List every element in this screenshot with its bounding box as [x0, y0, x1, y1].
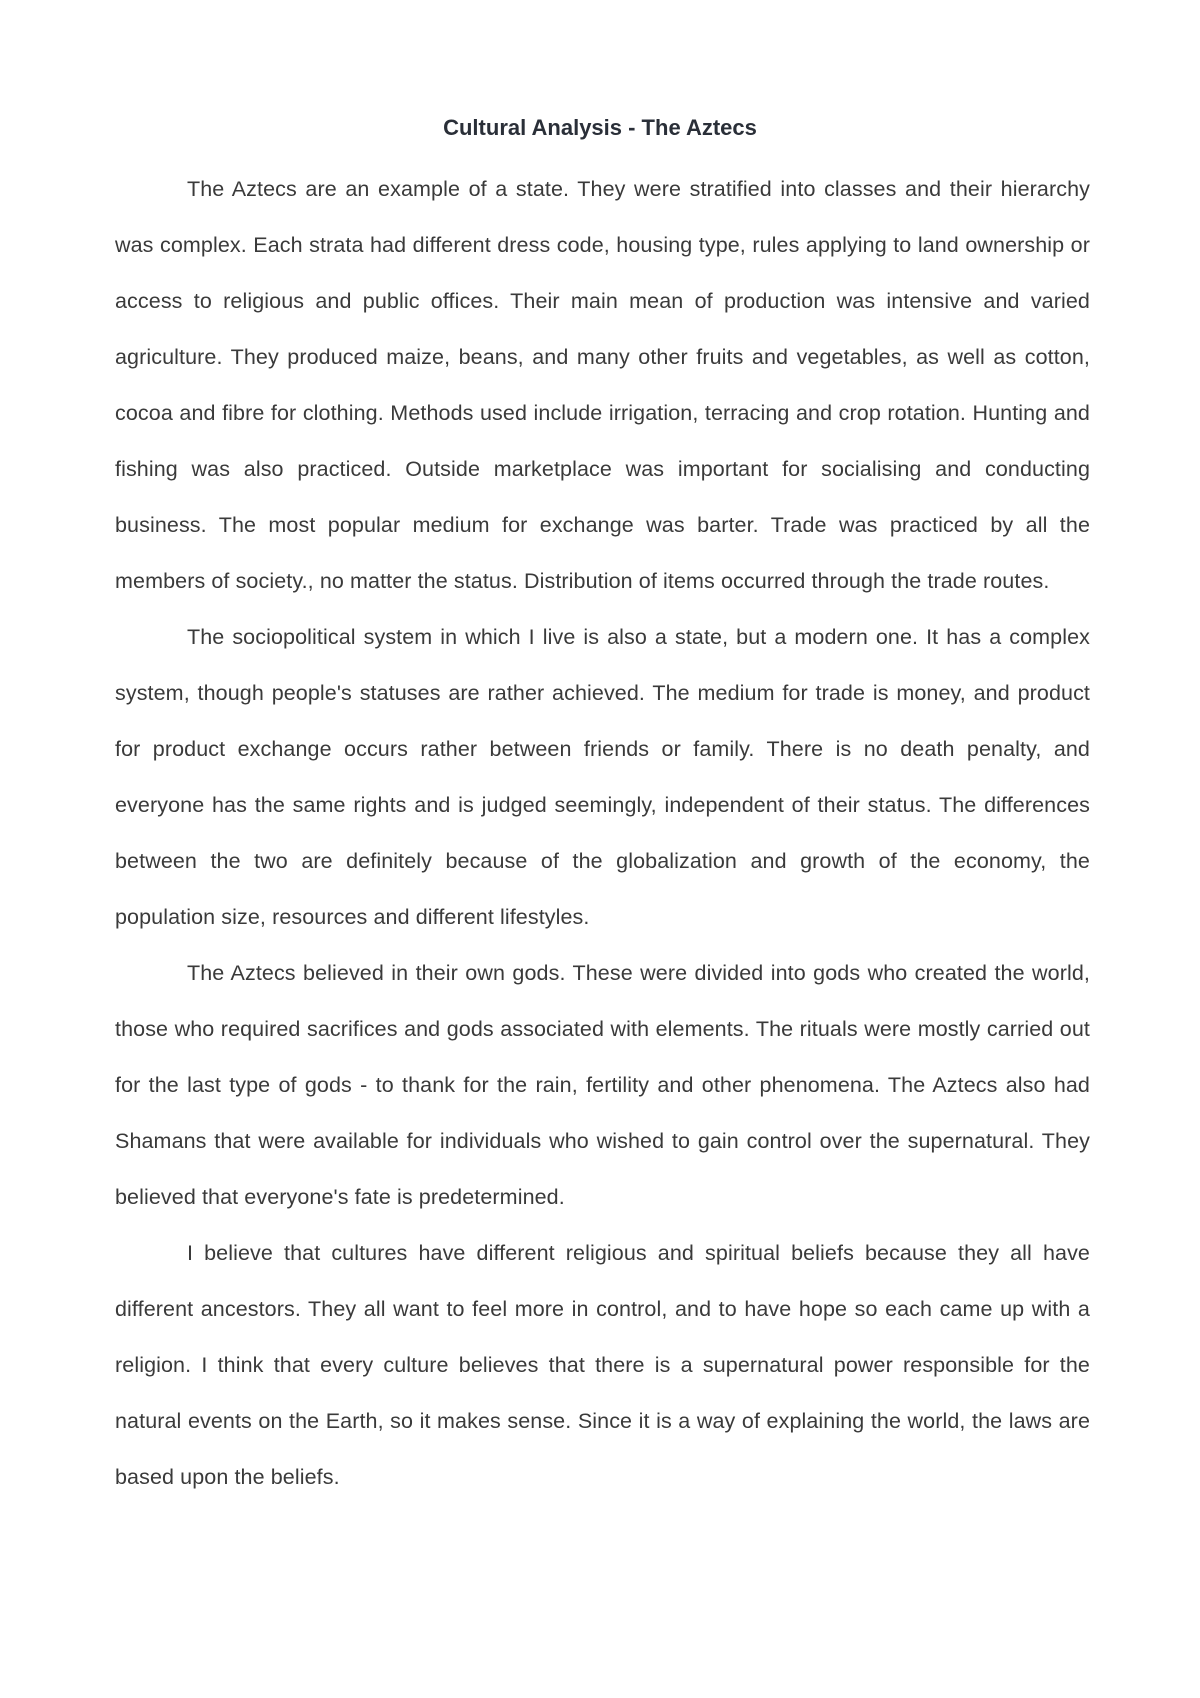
paragraph-modern-state: The sociopolitical system in which I live is also a state, but a modern one. It has a complex system, though people's statuses are rather achieved. The medium for trade is money, and product for product exchange occurs rather between friends or family. There is no death penalty, and everyone has the same rights and is judged seemingly, independent of their status. The differences between the two are definitely because of the globalization and growth of the economy, the population size, resources and different lifestyles. [115, 625, 1090, 929]
paragraph-aztec-religion: The Aztecs believed in their own gods. These were divided into gods who created the world, those who required sacrifices and gods associated with elements. The rituals were mostly carried out for the last type of gods - to thank for the rain, fertility and other phenomena. The Aztecs also had Shamans that were available for individuals who wished to gain control over the supernatural. They believed that everyone's fate is predetermined. [115, 961, 1090, 1209]
document-title: Cultural Analysis - The Aztecs [443, 115, 757, 140]
paragraph-aztec-state: The Aztecs are an example of a state. They were stratified into classes and their hierarchy was complex. Each strata had different dress code, housing type, rules applying to land ownership or access to religious and public offices. Their main mean of production was intensive and varied agriculture. They produced maize, beans, and many other fruits and vegetables, as well as cotton, cocoa and fibre for clothing. Methods used include irrigation, terracing and crop rotation. Hunting and fishing was also practiced. Outside marketplace was important for socialising and conducting business. The most popular medium for exchange was barter. Trade was practiced by all the members of society., no matter the status. Distribution of items occurred through the trade routes. [115, 177, 1090, 593]
paragraph-cultural-beliefs: I believe that cultures have different religious and spiritual beliefs because they all have different ancestors. They all want to feel more in control, and to have hope so each came up with a religion. I think that every culture believes that there is a supernatural power responsible for the natural events on the Earth, so it makes sense. Since it is a way of explaining the world, the laws are based upon the beliefs. [115, 1241, 1090, 1489]
document-body [115, 161, 1090, 1505]
